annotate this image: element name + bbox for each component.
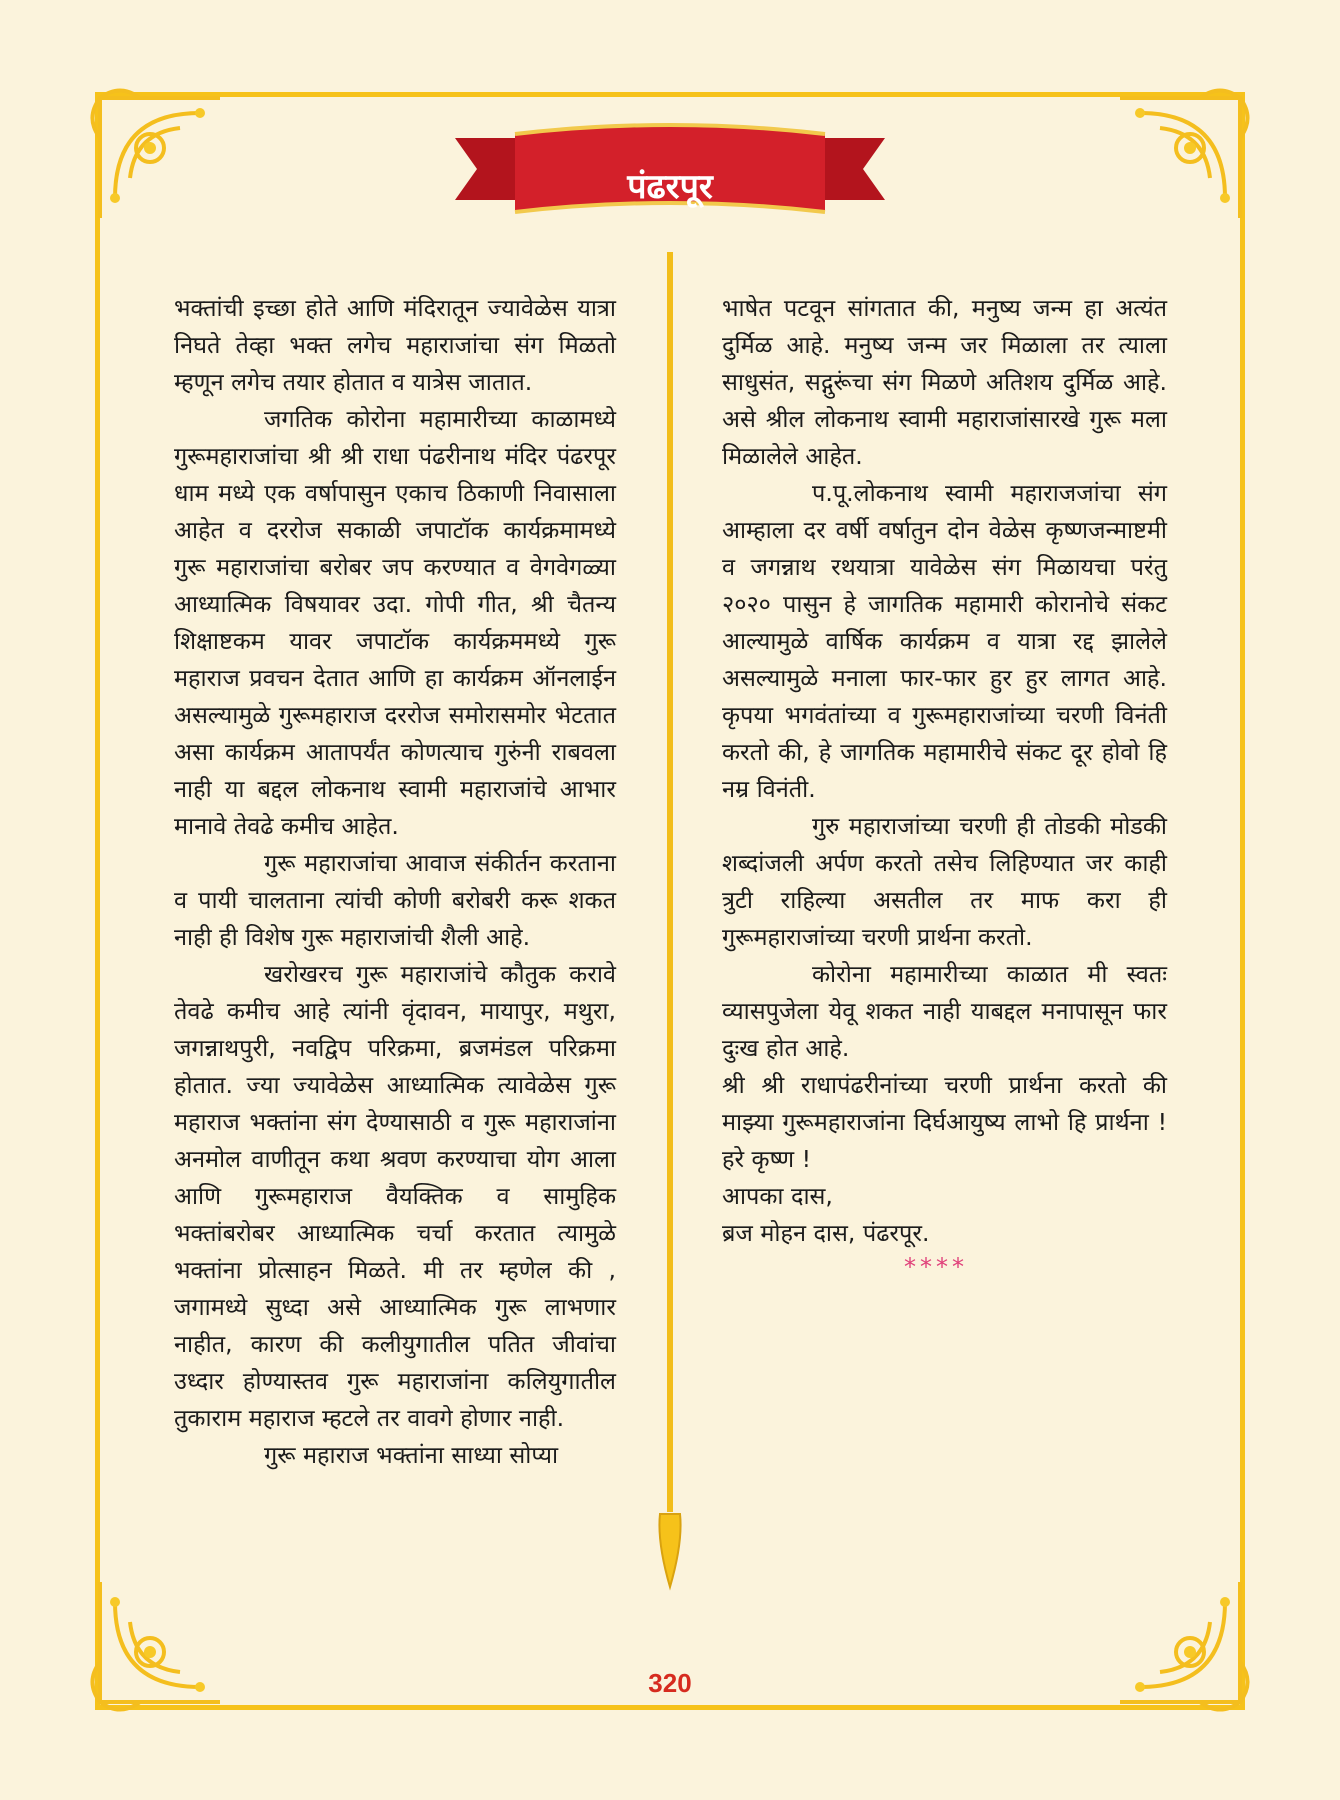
signature-line: ब्रज मोहन दास, पंढरपूर. [722, 1219, 930, 1247]
page-number: 320 [648, 1668, 692, 1698]
signature-line: आपका दास, [722, 1182, 833, 1210]
page-title: पंढरपूर [627, 167, 713, 207]
right-column [722, 290, 1167, 1282]
stars-separator: **** [904, 1253, 968, 1281]
paragraph: गुरु महाराजांच्या चरणी ही तोडकी मोडकी शब्दांजली अर्पण करतो तसेच लिहिण्यात जर काही त्रुटी राहिल्या असतील तर माफ करा ही गुरूमहाराजांच्या चरणी प्रार्थना करतो. [722, 812, 1167, 951]
paragraph: गुरू महाराज भक्तांना साध्या सोप्या [264, 1441, 559, 1469]
paragraph: जगतिक कोरोना महामारीच्या काळामध्ये गुरूमहाराजांचा श्री श्री राधा पंढरीनाथ मंदिर पंढरपूर धाम मध्ये एक वर्षापासुन एकाच ठिकाणी निवासाला आहेत व दररोज सकाळी जपाटॉक कार्यक्रमामध्ये गुरू महाराजांचा बरोबर जप करण्यात व वेगवेगळ्या आध्यात्मिक विषयावर उदा. गोपी गीत, श्री चैतन्य शिक्षाष्टकम यावर जपाटॉक कार्यक्रममध्ये गुरू महाराज प्रवचन देतात आणि हा कार्यक्रम ऑनलाईन असल्यामुळे गुरूमहाराज दररोज समोरासमोर भेटतात असा कार्यक्रम आतापर्यंत कोणत्याच गुरुंनी राबवला नाही या बद्दल लोकनाथ स्वामी महाराजांचे आभार मानावे तेवढे कमीच आहेत. [174, 405, 616, 840]
paragraph: प.पू.लोकनाथ स्वामी महाराजजांचा संग आम्हाला दर वर्षी वर्षातुन दोन वेळेस कृष्णजन्माष्टमी व जगन्नाथ रथयात्रा यावेळेस संग मिळायचा परंतु २०२० पासुन हे जागतिक महामारी कोरानोचे संकट आल्यामुळे वार्षिक कार्यक्रम व यात्रा रद्द झालेले असल्यामुळे मनाला फार-फार हुर हुर लागत आहे. कृपया भगवंतांच्या व गुरूमहाराजांच्या चरणी विनंती करतो की, हे जागतिक महामारीचे संकट दूर होवो हि नम्र विनंती. [722, 479, 1167, 803]
column-divider-icon [657, 252, 683, 1592]
paragraph: कोरोना महामारीच्या काळात मी स्वतः व्यासपुजेला येवू शकत नाही याबद्दल मनापासून फार दुःख होत आहे. [722, 960, 1167, 1062]
left-column [174, 290, 616, 1474]
paragraph: गुरू महाराजांचा आवाज संकीर्तन करताना व पायी चालताना त्यांची कोणी बरोबरी करू शकत नाही ही विशेष गुरू महाराजांची शैली आहे. [174, 849, 616, 951]
paragraph: भक्तांची इच्छा होते आणि मंदिरातून ज्यावेळेस यात्रा निघते तेव्हा भक्त लगेच महाराजांचा संग मिळतो म्हणून लगेच तयार होतात व यात्रेस जातात. [174, 294, 616, 396]
paragraph: खरोखरच गुरू महाराजांचे कौतुक करावे तेवढे कमीच आहे त्यांनी वृंदावन, मायापुर, मथुरा, जगन्नाथपुरी, नवद्विप परिक्रमा, ब्रजमंडल परिक्रमा होतात. ज्या ज्यावेळेस आध्यात्मिक त्यावेळेस गुरू महाराज भक्तांना संग देण्यासाठी व गुरू महाराजांना अनमोल वाणीतून कथा श्रवण करण्याचा योग आला आणि गुरूमहाराज वैयक्तिक व सामुहिक भक्तांबरोबर आध्यात्मिक चर्चा करतात त्यामुळे भक्तांना प्रोत्साहन मिळते. मी तर म्हणेल की , जगामध्ये सुध्दा असे आध्यात्मिक गुरू लाभणार नाहीत, कारण की कलीयुगातील पतित जीवांचा उध्दार होण्यास्तव गुरू महाराजांना कलियुगातील तुकाराम महाराज म्हटले तर वावगे होणार नाही. [174, 960, 616, 1432]
floral-corner-icon [1110, 1572, 1260, 1722]
paragraph: श्री श्री राधापंढरीनांच्या चरणी प्रार्थना करतो की माझ्या गुरूमहाराजांना दिर्घआयुष्य लाभो हि प्रार्थना ! हरे कृष्ण ! [722, 1071, 1167, 1173]
floral-corner-icon [80, 1572, 230, 1722]
paragraph: भाषेत पटवून सांगतात की, मनुष्य जन्म हा अत्यंत दुर्मिळ आहे. मनुष्य जन्म जर मिळाला तर त्याला साधुसंत, सद्गुरूंचा संग मिळणे अतिशय दुर्मिळ आहे. असे श्रील लोकनाथ स्वामी महाराजांसारखे गुरू मला मिळालेले आहेत. [722, 294, 1167, 470]
